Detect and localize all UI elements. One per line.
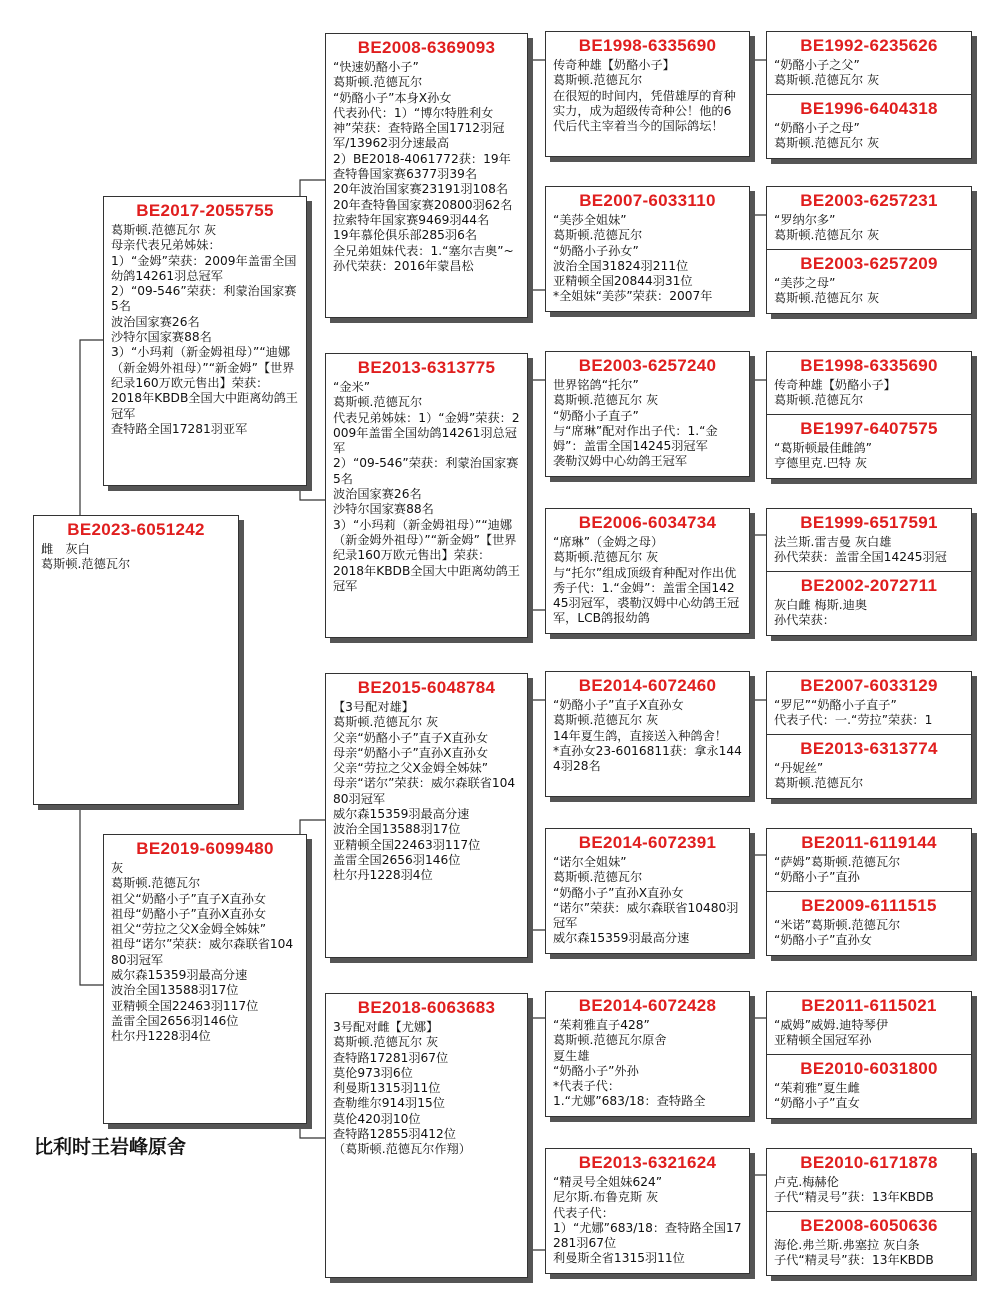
connector-root-dam xyxy=(80,805,103,985)
sire-card xyxy=(103,196,307,486)
gen4-pair-card xyxy=(766,186,972,314)
gen2-description: 【3号配对雄】 葛斯顿.范德瓦尔 灰 父亲“奶酪小子”直子X直孙女 母亲“奶酪小子”直孙X直孙女 父亲“劳拉之父X金姆全姊妹” 母亲“诺尔”荣获：威尔森联省10480羽冠军 威尔森15359羽最高分速 波治全国13588羽17位 亚精顿全国22463羽117位 盖雷全国2656羽146位 杜尔丹1228羽4位 xyxy=(333,700,516,883)
gen4-description: “威姆”威姆.迪特琴伊 亚精顿全国冠军孙 xyxy=(774,1018,889,1048)
gen4-ring-number: BE2003-6257231 xyxy=(800,191,938,210)
gen4-ring-number: BE2002-2072711 xyxy=(800,575,938,595)
gen4-description: 灰白雌 梅斯.迪奥 孙代荣获： xyxy=(774,597,868,627)
gen3-description: “茱莉雅直子428” 葛斯顿.范德瓦尔原舍 夏生雄 “奶酪小子”外孙 *代表子代： 1.“尤娜”683/18：查特路全 xyxy=(553,1018,706,1109)
gen4-description: “葛斯顿最佳雌鸽” 亨德里克.巴特 灰 xyxy=(774,440,872,470)
gen2-description: “金米” 葛斯顿.范德瓦尔 代表兄弟姊妹：1）“金姆”荣获：2009年盖雷全国幼鸽14261羽总冠军 2）“09-546”荣获：利蒙治国家赛5名 波治国家赛26名 沙特尔国家赛88名 3）“小玛莉（新金姆祖母）”“迪娜（新金姆外祖母）”“新金姆”【世界纪录160万欧元售出】荣获： 2018年KBDB全国大中距离幼鸽王冠军 xyxy=(333,380,520,593)
root-description: 雌 灰白 葛斯顿.范德瓦尔 xyxy=(41,542,131,572)
gen3-card xyxy=(545,508,750,634)
gen4-pair-card xyxy=(766,991,972,1119)
root-pigeon-card xyxy=(33,515,239,805)
gen4-ring-number: BE2007-6033129 xyxy=(800,676,938,695)
gen4-pair-divider xyxy=(767,734,971,792)
gen3-card xyxy=(545,828,750,954)
gen3-ring-number: BE2014-6072460 xyxy=(578,676,717,695)
gen4-description: 法兰斯.雷吉曼 灰白雄 孙代荣获：盖雷全国14245羽冠 xyxy=(774,535,947,565)
gen4-pair-divider xyxy=(767,891,971,949)
gen4-pair-card xyxy=(766,31,972,159)
gen4-description: “茱莉雅”夏生雌 “奶酪小子”直女 xyxy=(774,1080,860,1110)
gen4-pair-card xyxy=(766,508,972,636)
gen4-description: “奶酪小子之父” 葛斯顿.范德瓦尔 灰 xyxy=(774,58,880,88)
gen3-description: “席琳”（金姆之母） 葛斯顿.范德瓦尔 灰 与“托尔”组成顶级育种配对作出优秀子代：1.“金姆”：盖雷全国14245羽冠军，裘勒汉姆中心幼鸽王冠军，LCB鸽报幼鸽 xyxy=(553,535,740,626)
gen4-pair-divider xyxy=(767,571,971,629)
gen4-pair-divider xyxy=(767,249,971,307)
root-ring-number: BE2023-6051242 xyxy=(67,520,205,539)
gen4-description: “奶酪小子之母” 葛斯顿.范德瓦尔 灰 xyxy=(774,120,880,150)
gen4-ring-number: BE2010-6171878 xyxy=(800,1153,938,1172)
gen4-pair-divider xyxy=(767,1054,971,1112)
gen3-card xyxy=(545,31,750,157)
gen3-ring-number: BE2013-6321624 xyxy=(578,1153,717,1172)
gen4-pair-divider xyxy=(767,414,971,472)
gen3-card xyxy=(545,991,750,1117)
gen4-ring-number: BE2003-6257209 xyxy=(800,253,938,273)
gen2-ring-number: BE2013-6313775 xyxy=(357,358,496,377)
gen4-pair-card xyxy=(766,1148,972,1276)
gen2-card xyxy=(325,353,528,638)
gen4-pair-divider xyxy=(767,1211,971,1269)
gen4-pair-card xyxy=(766,671,972,799)
gen3-ring-number: BE2014-6072391 xyxy=(578,833,717,852)
gen3-description: “奶酪小子”直子X直孙女 葛斯顿.范德瓦尔 灰 14年夏生鸽，直接送入种鸽舍！ *直孙女23-6016811获：拿永1444羽28名 xyxy=(553,698,742,774)
gen4-description: “罗尼”“奶酪小子直子” 代表子代：一.“劳拉”荣获：1 xyxy=(774,698,933,728)
gen4-description: “美莎之母” 葛斯顿.范德瓦尔 灰 xyxy=(774,275,880,305)
connector-dam-gen2d xyxy=(300,1124,325,1138)
gen3-description: 传奇种雄【奶酪小子】 葛斯顿.范德瓦尔 在很短的时间内，凭借雄厚的育种实力，成为超级传奇种公！他的6代后代主宰着当今的国际鸽坛！ xyxy=(553,58,736,134)
gen4-ring-number: BE1998-6335690 xyxy=(800,356,938,375)
sire-ring-number: BE2017-2055755 xyxy=(136,201,274,220)
gen2-ring-number: BE2015-6048784 xyxy=(357,678,496,697)
gen3-description: “诺尔全姐妹” 葛斯顿.范德瓦尔 “奶酪小子”直孙X直孙女 “诺尔”荣获：威尔森联省10480羽冠军 威尔森15359羽最高分速 xyxy=(553,855,739,946)
gen4-ring-number: BE2009-6111515 xyxy=(801,895,937,915)
connector-g2b-g3 xyxy=(530,380,545,610)
connector-g2d-g3 xyxy=(530,1018,545,1250)
connector-g2a-g3 xyxy=(530,60,545,290)
gen4-ring-number: BE2013-6313774 xyxy=(800,738,938,758)
gen3-description: 世界铭鸽“托尔” 葛斯顿.范德瓦尔 灰 “奶酪小子直子” 与“席琳”配对作出子代：1.“金姆”：盖雷全国14245羽冠军 袭勒汉姆中心幼鸽王冠军 xyxy=(553,378,718,469)
gen4-pair-card xyxy=(766,351,972,479)
connector-g3-g4 xyxy=(752,60,766,1175)
gen3-ring-number: BE1998-6335690 xyxy=(578,36,717,55)
gen4-ring-number: BE2011-6115021 xyxy=(801,996,937,1015)
gen3-description: “精灵号全姐妹624” 尼尔斯.布鲁克斯 灰 代表子代： 1）“尤娜”683/18：查特路全国17281羽67位 利曼斯全省1315羽11位 xyxy=(553,1175,742,1266)
gen3-ring-number: BE2003-6257240 xyxy=(578,356,717,375)
connector-sire-gen2b xyxy=(300,486,325,500)
gen4-description: “萨姆”葛斯顿.范德瓦尔 “奶酪小子”直孙 xyxy=(774,855,901,885)
gen2-card xyxy=(325,33,528,318)
gen4-ring-number: BE1992-6235626 xyxy=(800,36,938,55)
gen3-card xyxy=(545,351,750,477)
gen3-card xyxy=(545,1148,750,1274)
gen4-description: “丹妮丝” 葛斯顿.范德瓦尔 xyxy=(774,760,864,790)
gen3-description: “美莎全姐妹” 葛斯顿.范德瓦尔 “奶酪小子孙女” 波治全国31824羽211位 亚精顿全国20844羽31位 *全姐妹“美莎”荣获：2007年 xyxy=(553,213,713,304)
connector-dam-gen2c xyxy=(300,820,325,834)
gen4-ring-number: BE1997-6407575 xyxy=(800,418,938,438)
gen4-description: 传奇种雄【奶酪小子】 葛斯顿.范德瓦尔 xyxy=(774,378,896,408)
gen2-description: 3号配对雌【尤娜】 葛斯顿.范德瓦尔 灰 查特路17281羽67位 莫伦973羽6位 利曼斯1315羽11位 查勒维尔914羽15位 莫伦420羽10位 查特路12855羽412位 （葛斯顿.范德瓦尔作翔） xyxy=(333,1020,471,1157)
gen4-ring-number: BE2010-6031800 xyxy=(800,1058,938,1078)
gen3-ring-number: BE2006-6034734 xyxy=(578,513,717,532)
connector-g2c-g3 xyxy=(530,700,545,930)
gen3-ring-number: BE2014-6072428 xyxy=(578,996,717,1015)
loft-name: 比利时王岩峰原舍 xyxy=(34,1136,187,1158)
gen2-card xyxy=(325,673,528,958)
gen3-card xyxy=(545,186,750,312)
gen4-description: 海伦.弗兰斯.弗塞拉 灰白条 子代“精灵号”获：13年KBDB xyxy=(774,1237,934,1267)
dam-ring-number: BE2019-6099480 xyxy=(136,839,274,858)
gen4-description: “罗纳尔多” 葛斯顿.范德瓦尔 灰 xyxy=(774,213,880,243)
gen4-pair-card xyxy=(766,828,972,956)
connector-root-sire xyxy=(80,340,103,515)
gen2-ring-number: BE2008-6369093 xyxy=(357,38,496,57)
gen3-ring-number: BE2007-6033110 xyxy=(579,191,716,210)
gen4-pair-divider xyxy=(767,94,971,152)
gen4-description: 卢克.梅赫伦 子代“精灵号”获：13年KBDB xyxy=(774,1175,934,1205)
gen3-card xyxy=(545,671,750,797)
gen4-description: “米诺”葛斯顿.范德瓦尔 “奶酪小子”直孙女 xyxy=(774,917,901,947)
gen4-ring-number: BE2011-6119144 xyxy=(801,833,937,852)
sire-description: 葛斯顿.范德瓦尔 灰 母亲代表兄弟姊妹： 1）“金姆”荣获：2009年盖雷全国幼鸽14261羽总冠军 2）“09-546”荣获：利蒙治国家赛5名 波治国家赛26名 沙特尔国家赛88名 3）“小玛莉（新金姆祖母）”“迪娜（新金姆外祖母）”“新金姆”【世界纪录160万欧元售出】荣获： 2018年KBDB全国大中距离幼鸽王冠军 查特路全国17281羽亚军 xyxy=(111,223,298,436)
gen4-ring-number: BE2008-6050636 xyxy=(800,1215,938,1235)
dam-description: 灰 葛斯顿.范德瓦尔 祖父“奶酪小子”直子X直孙女 祖母“奶酪小子”直孙X直孙女 祖父“劳拉之父X金姆全姊妹” 祖母“诺尔”荣获：威尔森联省10480羽冠军 威尔森15359羽最高分速 波治全国13588羽17位 亚精顿全国22463羽117位 盖雷全国2656羽146位 杜尔丹1228羽4位 xyxy=(111,861,294,1044)
gen4-ring-number: BE1999-6517591 xyxy=(800,513,938,532)
gen2-card xyxy=(325,993,528,1278)
gen4-ring-number: BE1996-6404318 xyxy=(800,98,938,118)
gen2-ring-number: BE2018-6063683 xyxy=(357,998,496,1017)
gen2-description: “快速奶酪小子” 葛斯顿.范德瓦尔 “奶酪小子”本身X孙女 代表孙代：1）“博尔特胜利女神”荣获：查特路全国1712羽冠军/13962羽分速最高 2）BE2018-4061772获：19年查特鲁国家赛6377羽39名 20年波治国家赛23191羽108名 20年查特鲁国家赛20800羽62名 拉索特年国家赛9469羽44名 19年慕伦俱乐部285羽6名 全兄弟姐妹代表：1.“塞尔吉奥”~孙代荣获：2016年蒙昌松 xyxy=(333,60,514,273)
connector-sire-gen2a xyxy=(300,180,325,196)
dam-card xyxy=(103,834,307,1124)
